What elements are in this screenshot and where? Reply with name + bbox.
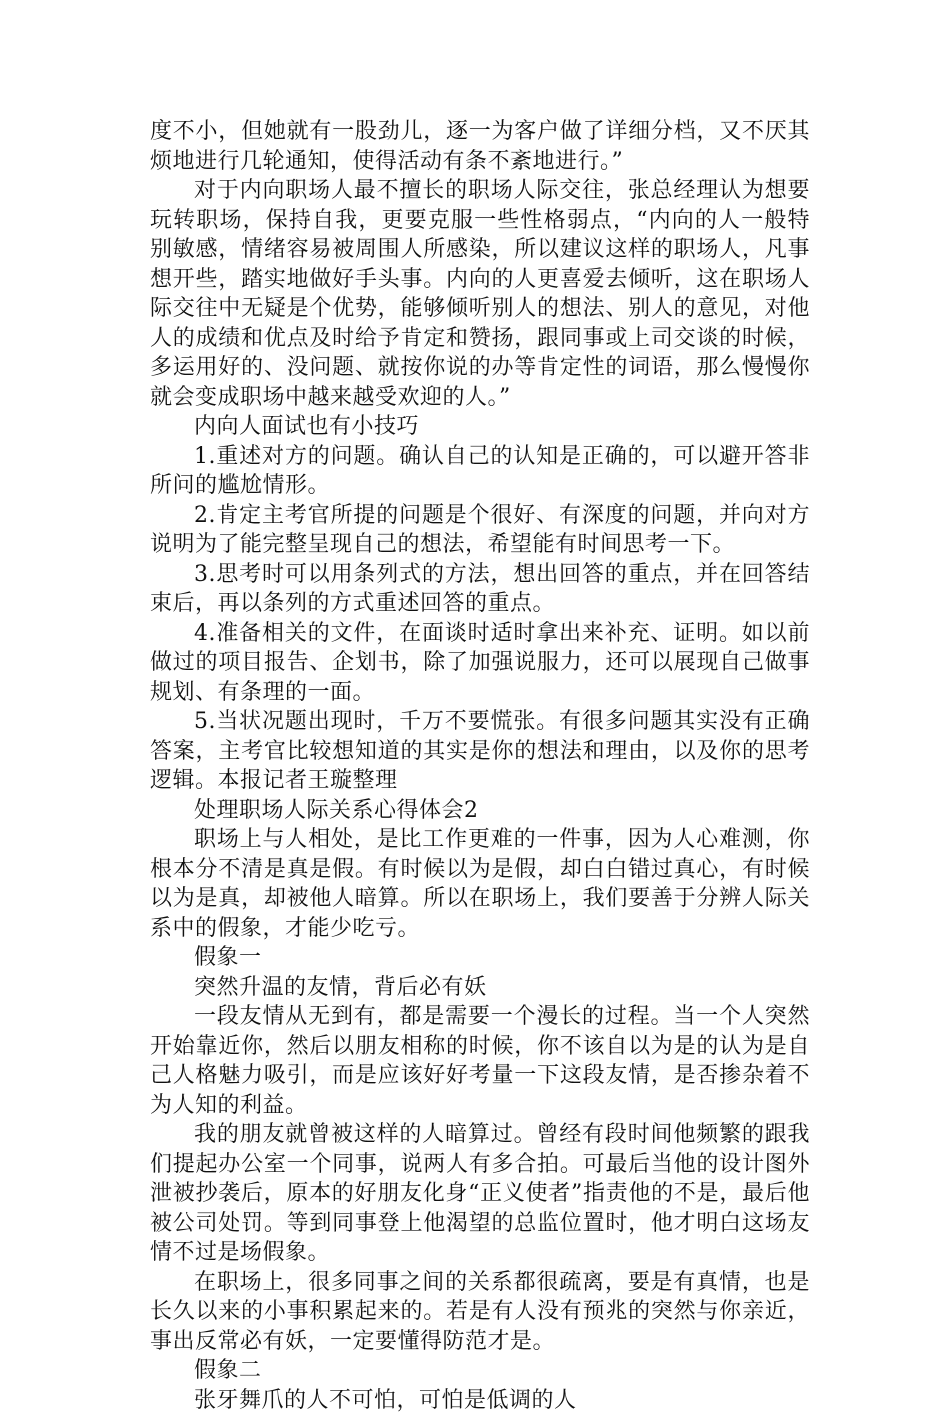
paragraph: 职场上与人相处，是比工作更难的一件事，因为人心难测，你根本分不清是真是假。有时候以为是假，却白白错过真心，有时候以为是真，却被他人暗算。所以在职场上，我们要善于分辨人际关系中的假象，才能少吃亏。 [150,825,810,943]
tip-item-2: 2.肯定主考官所提的问题是个很好、有深度的问题，并向对方说明为了能完整呈现自己的想法，希望能有时间思考一下。 [150,501,810,560]
paragraph: 对于内向职场人最不擅长的职场人际交往，张总经理认为想要玩转职场，保持自我，更要克服一些性格弱点，“内向的人一般特别敏感，情绪容易被周围人所感染，所以建议这样的职场人，凡事想开些，踏实地做好手头事。内向的人更喜爱去倾听，这在职场人际交往中无疑是个优势，能够倾听别人的想法、别人的意见，对他人的成绩和优点及时给予肯定和赞扬，跟同事或上司交谈的时候，多运用好的、没问题、就按你说的办等肯定性的词语，那么慢慢你就会变成职场中越来越受欢迎的人。” [150,176,810,412]
paragraph: 我的朋友就曾被这样的人暗算过。曾经有段时间他频繁的跟我们提起办公室一个同事，说两人有多合拍。可最后当他的设计图外泄被抄袭后，原本的好朋友化身“正义使者”指责他的不是，最后他被公司处罚。等到同事登上他渴望的总监位置时，他才明白这场友情不过是场假象。 [150,1120,810,1268]
tip-item-4: 4.准备相关的文件，在面谈时适时拿出来补充、证明。如以前做过的项目报告、企划书，除了加强说服力，还可以展现自己做事规划、有条理的一面。 [150,619,810,708]
paragraph-continued: 度不小，但她就有一股劲儿，逐一为客户做了详细分档，又不厌其烦地进行几轮通知，使得活动有条不紊地进行。” [150,117,810,176]
article-title: 处理职场人际关系心得体会2 [150,796,810,826]
subsection-subtitle: 张牙舞爪的人不可怕，可怕是低调的人 [150,1386,810,1415]
document-body [150,117,810,1415]
paragraph: 一段友情从无到有，都是需要一个漫长的过程。当一个人突然开始靠近你，然后以朋友相称的时候，你不该自以为是的认为是自己人格魅力吸引，而是应该好好考量一下这段友情，是否掺杂着不为人知的利益。 [150,1002,810,1120]
paragraph: 在职场上，很多同事之间的关系都很疏离，要是有真情，也是长久以来的小事积累起来的。若是有人没有预兆的突然与你亲近，事出反常必有妖，一定要懂得防范才是。 [150,1268,810,1357]
tip-item-5: 5.当状况题出现时，千万不要慌张。有很多问题其实没有正确答案，主考官比较想知道的其实是你的想法和理由，以及你的思考逻辑。本报记者王璇整理 [150,707,810,796]
subsection-subtitle: 突然升温的友情，背后必有妖 [150,973,810,1003]
subsection-heading: 假象一 [150,943,810,973]
section-heading: 内向人面试也有小技巧 [150,412,810,442]
tip-item-1: 1.重述对方的问题。确认自己的认知是正确的，可以避开答非所问的尴尬情形。 [150,442,810,501]
tip-item-3: 3.思考时可以用条列式的方法，想出回答的重点，并在回答结束后，再以条列的方式重述回答的重点。 [150,560,810,619]
subsection-heading: 假象二 [150,1356,810,1386]
